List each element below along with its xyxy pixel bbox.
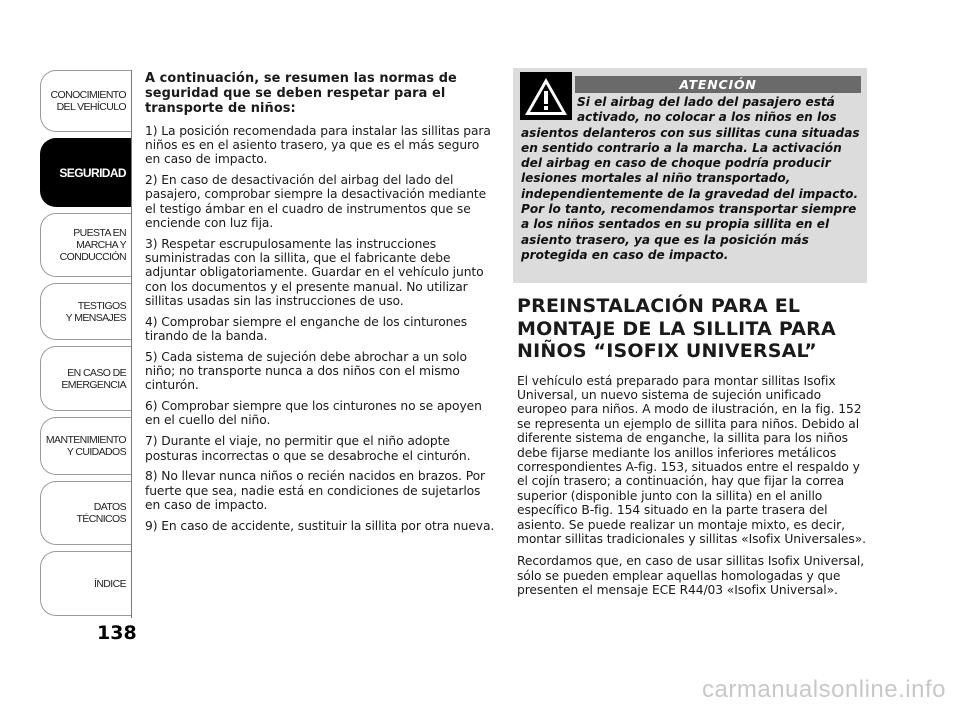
rule-item: 4) Comprobar siempre el enganche de los cinturones tirando de la banda. [145, 314, 468, 343]
paragraph: El vehículo está preparado para montar sillitas Isofix Universal, un nuevo sistema de sujeción unificado europeo para niños. A modo de ilustración, en la fig. 152 se representa un ejemplo de sillita para niños. Debido al diferente sistema de enganche, la sillita para los niños debe fijarse mediante los anillos inferiores metálicos correspondientes A-fig. 153, situados entre el respaldo y el cojín trasero; a continuación, hay que fijar la correa superior (disponible junto con la sillita) en el anillo específico B-fig. 154 situado en la parte trasera del asiento. Se puede realizar un montaje mixto, es decir, montar sillitas tradicionales y sillitas «Isofix Universales». [517, 373, 866, 546]
tab-testigos-y-mensajes[interactable] [40, 283, 132, 340]
rule-item: 2) En caso de desactivación del airbag del lado del pasajero, comprobar siempre la desactivación mediante el testigo ámbar en el cuadro de instrumentos que se enciende con luz fija. [145, 173, 487, 230]
safety-rules-column [145, 71, 497, 540]
rule-item: 3) Respetar escrupulosamente las instrucciones suministradas con la sillita, que el fabricante debe adjuntar obligatoriamente. Guardar en el vehículo junto con los documentos y el presente manual. No utilizar sillitas usadas sin las instrucciones de uso. [145, 236, 484, 308]
rule-item: 9) En caso de accidente, sustituir la sillita por otra nueva. [145, 518, 495, 533]
warning-text-rest: asientos delanteros con sus sillitas cuna situadas en sentido contrario a la marcha. La activación del airbag en caso de choque podría producir lesiones mortales al niño transportado, independientemente de la gravedad del impacto. Por lo tanto, recomendamos transportar siempre a los niños sentados en su propia sillita en el asiento trasero, ya que es la posición más protegida en caso de impacto. [521, 125, 860, 262]
tab-label: PUESTA EN MARCHA Y CONDUCCIÓN [59, 227, 126, 263]
isofix-section [517, 295, 869, 606]
sidebar-divider [131, 70, 132, 618]
tab-mantenimiento-y-cuidados[interactable] [40, 417, 132, 475]
rule-item: 8) No llevar nunca niños o recién nacidos en brazos. Por fuerte que sea, nadie está en condiciones de sujetarlos en caso de impacto. [145, 469, 485, 512]
rule-item: 7) Durante el viaje, no permitir que el niño adopte posturas incorrectas o que se desabroche el cinturón. [145, 434, 471, 463]
tab-datos-tecnicos[interactable] [40, 481, 132, 545]
tab-seguridad[interactable] [40, 138, 132, 207]
tab-label: DATOS TÉCNICOS [76, 501, 126, 525]
tab-label: TESTIGOS Y MENSAJES [65, 299, 126, 324]
warning-text [521, 95, 863, 263]
tab-label: CONOCIMIENTO DEL VEHÍCULO [50, 89, 126, 113]
section-heading: PREINSTALACIÓN PARA EL MONTAJE DE LA SILLITA PARA NIÑOS “ISOFIX UNIVERSAL” [517, 295, 836, 362]
tab-indice[interactable] [40, 551, 132, 616]
tab-label: MANTENIMIENTO Y CUIDADOS [45, 434, 126, 458]
tab-puesta-en-marcha[interactable] [40, 213, 132, 277]
watermark: carmanualsonline.info [702, 676, 946, 703]
rules-intro: A continuación, se resumen las normas de seguridad que se deben respetar para el transporte de niños: [145, 71, 457, 117]
page-number: 138 [97, 622, 137, 644]
tab-label: SEGURIDAD [59, 165, 126, 180]
warning-box [513, 68, 867, 283]
tab-en-caso-de-emergencia[interactable] [40, 346, 132, 411]
warning-title: ATENCIÓN [575, 76, 861, 93]
rule-item: 5) Cada sistema de sujeción debe abrochar a un solo niño; no transporte nunca a dos niños con el mismo cinturón. [145, 349, 467, 393]
rule-item: 6) Comprobar siempre que los cinturones no se apoyen en el cuello del niño. [145, 399, 482, 428]
tab-label: EN CASO DE EMERGENCIA [61, 366, 126, 391]
rule-item: 1) La posición recomendada para instalar las sillitas para niños es en el asiento trasero, ya que es el más seguro en caso de impacto. [145, 123, 491, 167]
tab-conocimiento-del-vehiculo[interactable] [40, 70, 132, 132]
paragraph: Recordamos que, en caso de usar sillitas Isofix Universal, sólo se pueden emplear aquellas homologadas y que presenten el mensaje ECE R44/03 «Isofix Universal». [517, 554, 865, 598]
warning-text-lead: Si el airbag del lado del pasajero está activado, no colocar a los niños en los [577, 95, 837, 125]
tab-label: ÍNDICE [94, 577, 126, 590]
